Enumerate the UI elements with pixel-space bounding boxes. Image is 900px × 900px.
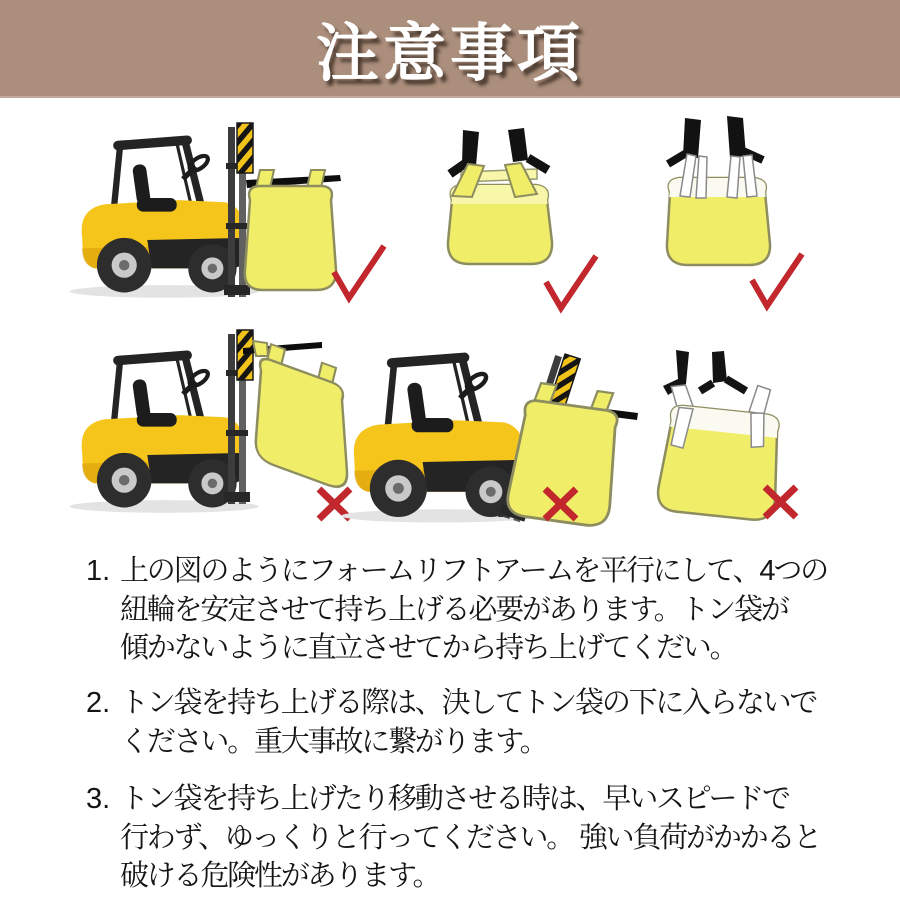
figure-forklift-mast-tilted — [341, 350, 638, 528]
figure-bag-hooked-on-both-forks — [448, 128, 552, 264]
bag-strap — [696, 156, 707, 198]
ton-bag-crooked — [656, 376, 787, 522]
title-banner — [0, 0, 900, 98]
figure-bag-strapped-to-forks — [667, 116, 770, 265]
instruction-item-3 — [86, 780, 820, 896]
check-icon — [546, 256, 596, 308]
bag-strap — [727, 156, 740, 198]
bag-strap — [749, 385, 771, 415]
fork-tip — [508, 128, 528, 162]
page-title: 注意事項 — [316, 18, 584, 89]
check-icon — [334, 246, 384, 298]
bag-loop — [253, 341, 268, 356]
instruction-text: トン袋を持ち上げたり移動させる時は、早いスピードで 行わず、ゆっくりと行ってください。 強い負荷がかかると 破ける危険性があります。 — [120, 783, 821, 892]
illustration-diagram — [0, 100, 900, 550]
figure-bag-tilted-on-forklift — [70, 330, 347, 513]
instruction-item-2 — [86, 684, 816, 761]
ton-bag-tilted — [256, 339, 347, 492]
instruction-item-1 — [86, 552, 827, 668]
instruction-number: 2. — [86, 687, 111, 719]
instruction-number: 3. — [86, 783, 111, 815]
fork-tip — [712, 351, 727, 383]
figure-forklift-lifting-bag-level — [70, 123, 341, 298]
instruction-text: 上の図のようにフォームリフトアームを平行にして、4つの 紐輪を安定させて持ち上げる必要があります。トン袋が 傾かないように直立させてから持ち上げてくだい。 — [120, 555, 827, 664]
instruction-number: 1. — [86, 555, 111, 587]
instruction-text: トン袋を持ち上げる際は、決してトン袋の下に入らないで ください。重大事故に繋がります。 — [120, 687, 817, 758]
ton-bag — [245, 170, 336, 290]
figure-bag-hanging-unbalanced — [656, 350, 787, 522]
